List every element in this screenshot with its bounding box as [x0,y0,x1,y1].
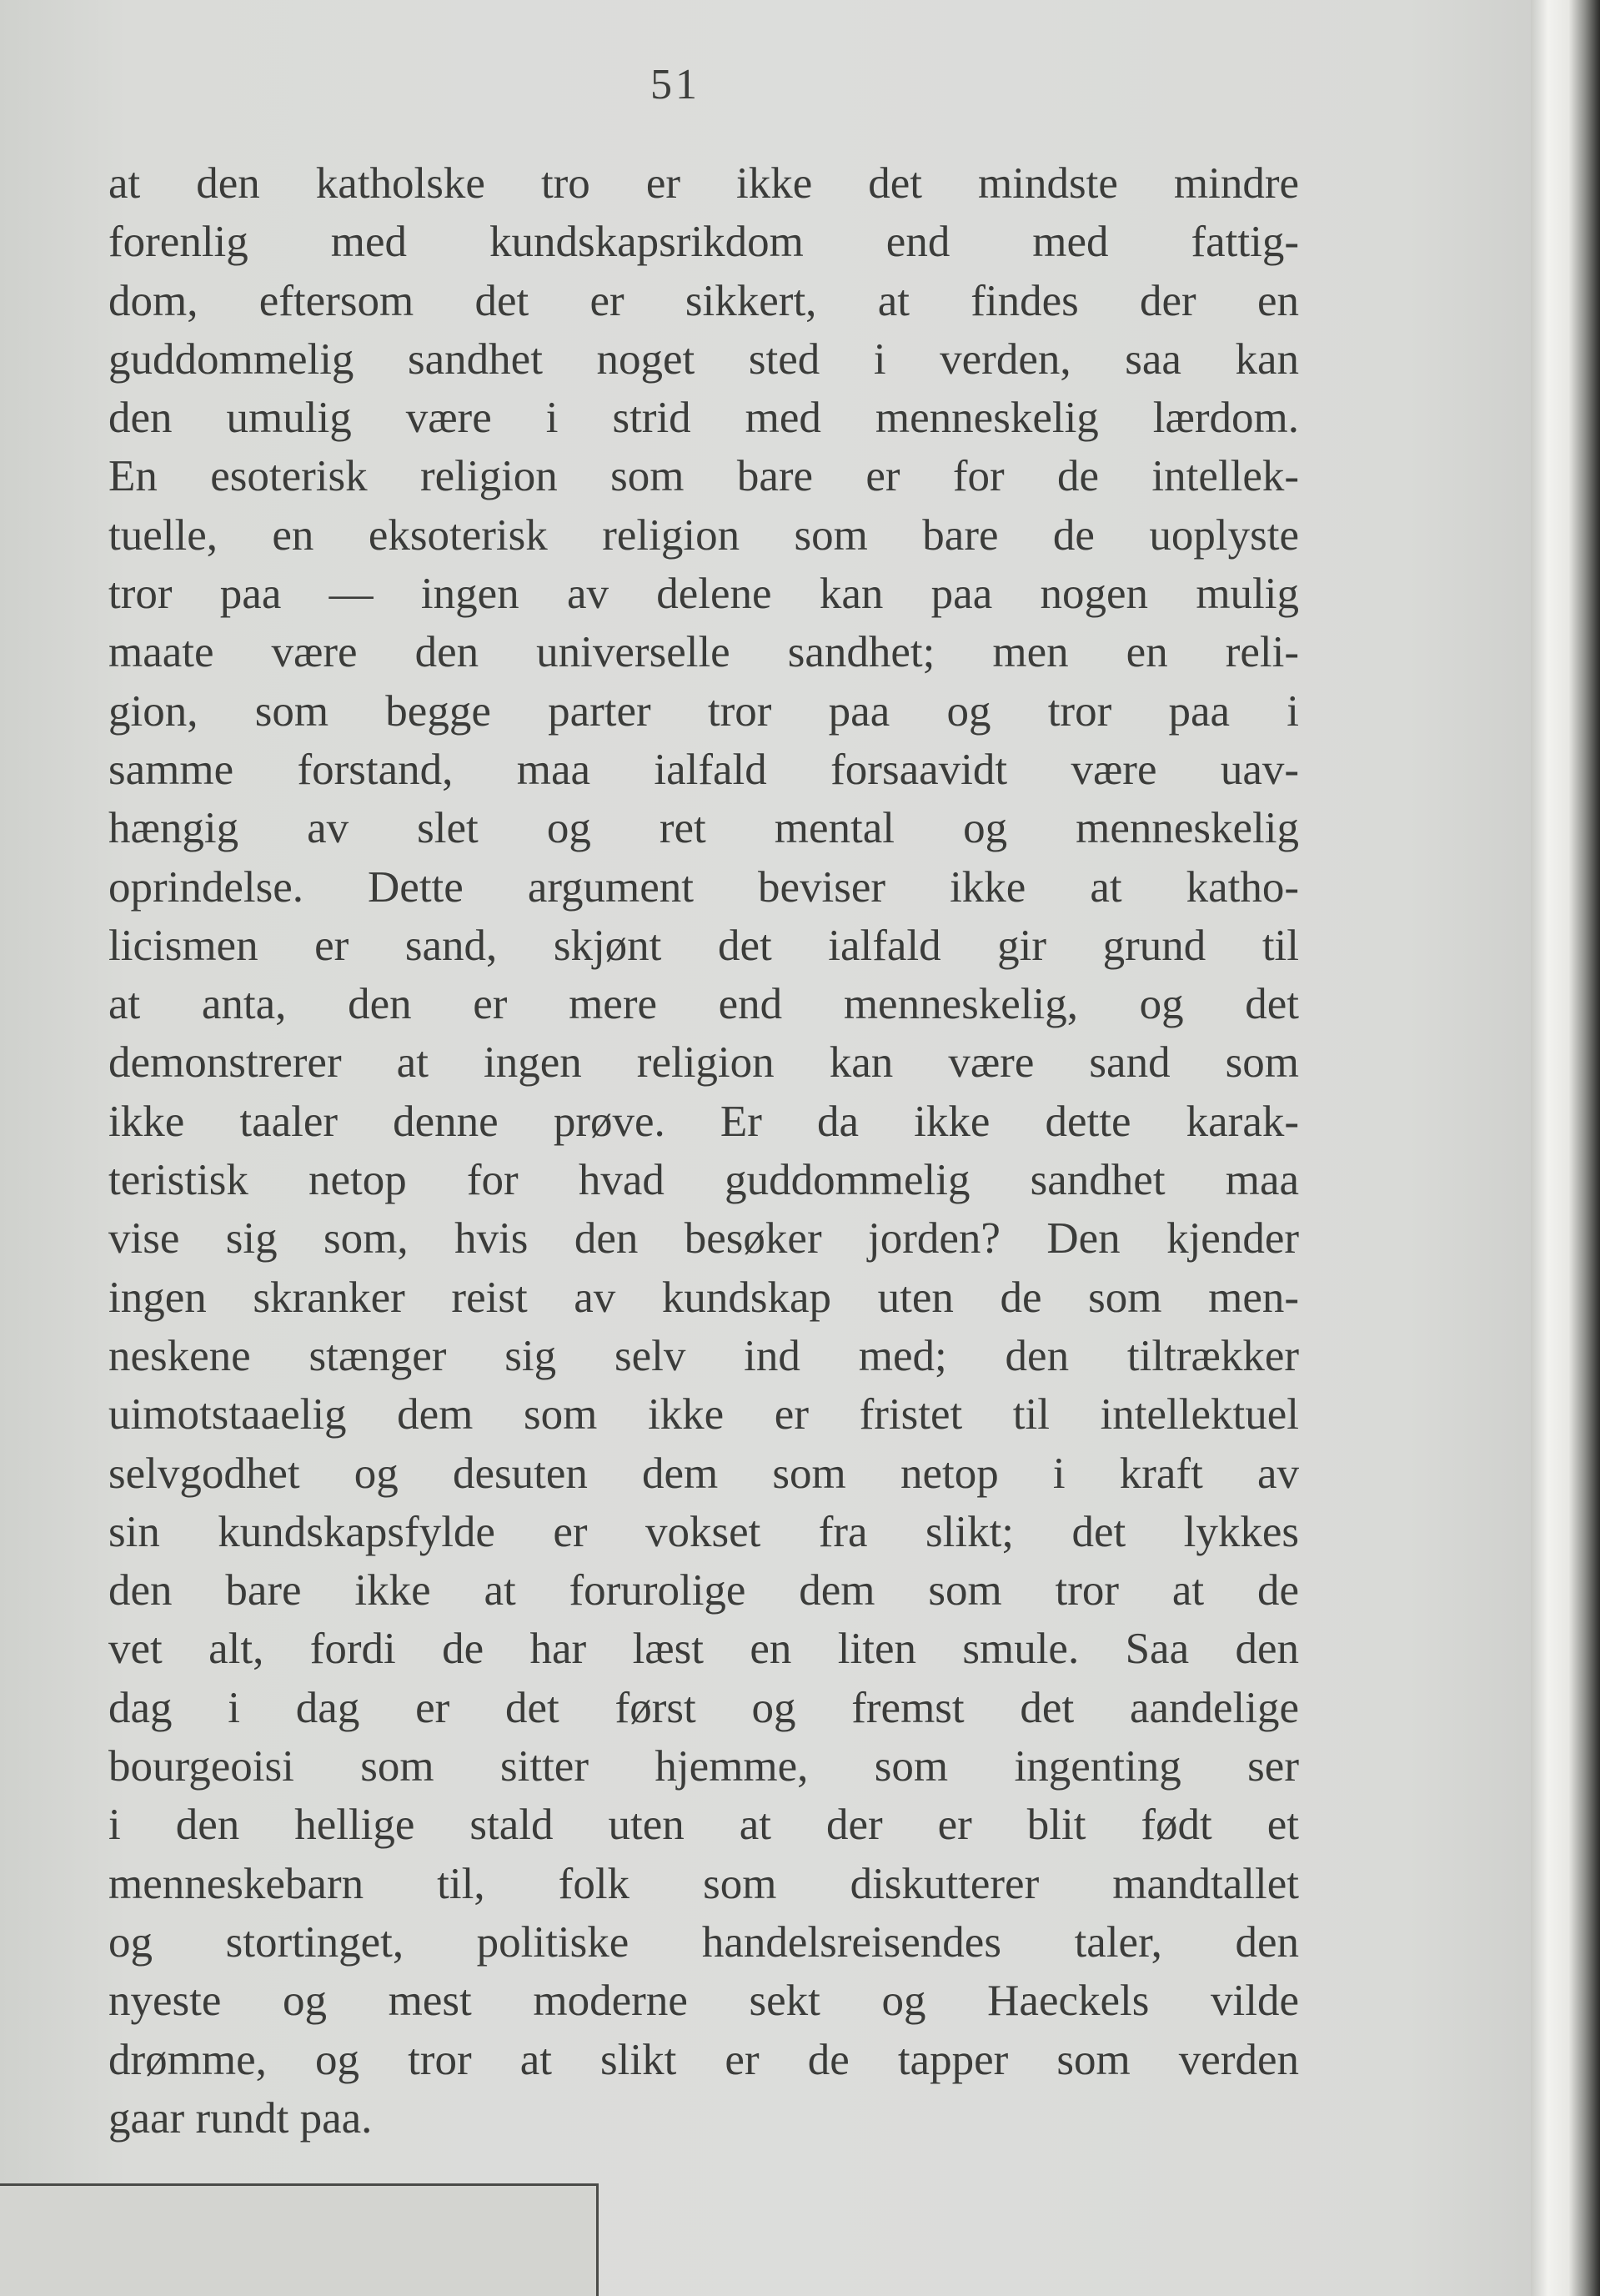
text-line: licismen er sand, skjønt det ialfald gir grund til [108,921,1299,970]
text-line: bourgeoisi som sitter hjemme, som ingenting ser [108,1742,1299,1791]
text-line: den bare ikke at forurolige dem som tror at de [108,1566,1299,1615]
text-line: oprindelse. Dette argument beviser ikke at katho- [108,862,1299,912]
text-line: drømme, og tror at slikt er de tapper som verden [108,2035,1299,2084]
text-line: i den hellige stald uten at der er blit født et [108,1801,1299,1850]
text-line: vise sig som, hvis den besøker jorden? Den kjender [108,1214,1299,1264]
text-line: dom, eftersom det er sikkert, at findes der en [108,276,1299,325]
text-line: uimotstaaelig dem som ikke er fristet til intellektuel [108,1390,1299,1439]
text-line: og stortinget, politiske handelsreisendes taler, den [108,1917,1299,1967]
text-line: samme forstand, maa ialfald forsaavidt være uav- [108,745,1299,794]
text-line: forenlig med kundskapsrikdom end med fattig- [108,218,1299,267]
text-line: gion, som begge parter tror paa og tror paa i [108,686,1299,736]
text-line: nyeste og mest moderne sekt og Haeckels vilde [108,1977,1299,2026]
text-line: neskene stænger sig selv ind med; den tiltrækker [108,1331,1299,1380]
page-edge-shadow [1531,0,1600,2296]
text-line: ikke taaler denne prøve. Er da ikke dette karak- [108,1097,1299,1146]
text-line: menneskebarn til, folk som diskutterer mandtallet [108,1859,1299,1908]
text-line: sin kundskapsfylde er vokset fra slikt; det lykkes [108,1507,1299,1556]
text-line: hængig av slet og ret mental og menneskelig [108,804,1299,853]
text-line: demonstrerer at ingen religion kan være sand som [108,1038,1299,1088]
text-line: at anta, den er mere end menneskelig, og det [108,980,1299,1029]
page-number: 51 [650,61,700,108]
text-line: tror paa — ingen av delene kan paa nogen mulig [108,570,1299,619]
scan-frame-box [0,2183,599,2296]
text-line: at den katholske tro er ikke det mindste mindre [108,159,1299,208]
text-line: dag i dag er det først og fremst det aandelige [108,1683,1299,1732]
text-line: teristisk netop for hvad guddommelig sandhet maa [108,1156,1299,1205]
text-line: maate være den universelle sandhet; men en reli- [108,628,1299,677]
text-line: ingen skranker reist av kundskap uten de som men- [108,1273,1299,1322]
text-line: den umulig være i strid med menneskelig lærdom. [108,394,1299,443]
text-line: vet alt, fordi de har læst en liten smule. Saa den [108,1625,1299,1674]
text-line: selvgodhet og desuten dem som netop i kraft av [108,1449,1299,1498]
text-line: tuelle, en eksoterisk religion som bare de uoplyste [108,510,1299,560]
text-line: gaar rundt paa. [108,2093,373,2143]
body-text [108,154,1299,2148]
text-line: guddommelig sandhet noget sted i verden, saa kan [108,334,1299,384]
text-line: En esoterisk religion som bare er for de intellek- [108,452,1299,501]
